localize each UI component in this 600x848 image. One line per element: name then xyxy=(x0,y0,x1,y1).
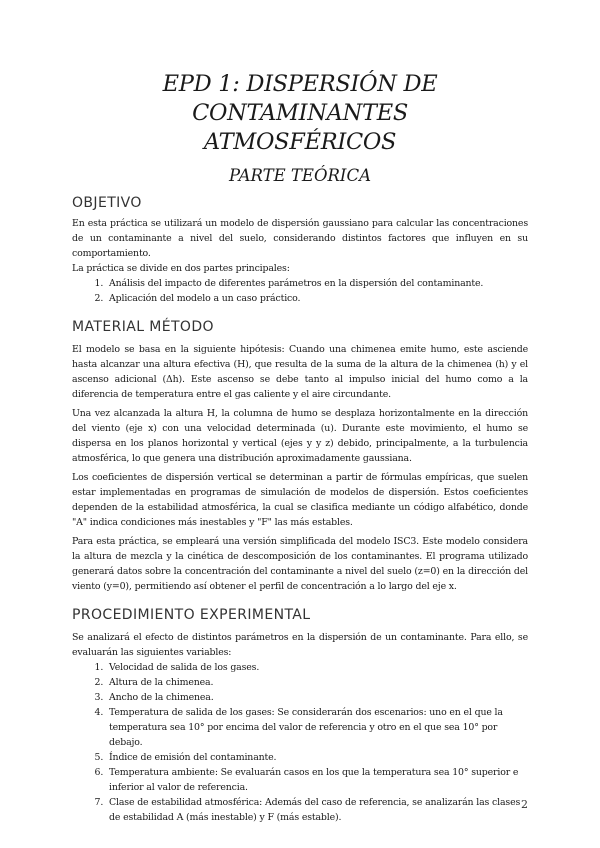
title-line-2: ATMOSFÉRICOS xyxy=(203,129,397,155)
document-title xyxy=(72,70,528,157)
list-item: 2. Altura de la chimenea. xyxy=(106,675,528,690)
section-heading-material: MATERIAL MÉTODO xyxy=(72,319,214,335)
page-number: 2 xyxy=(521,798,528,811)
list-item: 3. Ancho de la chimenea. xyxy=(106,690,528,705)
section-heading-procedimiento: PROCEDIMIENTO EXPERIMENTAL xyxy=(72,607,311,623)
procedimiento-list xyxy=(72,660,528,825)
material-paragraph: Una vez alcanzada la altura H, la columna de humo se desplaza horizontalmente en la dirección del viento (eje x) con una velocidad determinada (u). Durante este movimiento, el humo se dispersa en los planos horizontal y vertical (ejes y y z) debido, principalmente, a la turbulencia atmosférica, lo que genera una distribución aproximadamente gaussiana. xyxy=(72,408,528,464)
list-item: 2. Aplicación del modelo a un caso práctico. xyxy=(106,291,528,306)
section-heading-objetivo: OBJETIVO xyxy=(72,195,142,211)
list-item: 7. Clase de estabilidad atmosférica: Además del caso de referencia, se analizarán las clases de estabilidad A (más inestable) y F (más estable). xyxy=(106,795,528,825)
material-paragraph: Para esta práctica, se empleará una versión simplificada del modelo ISC3. Este modelo considera la altura de mezcla y la cinética de descomposición de los contaminantes. El programa utilizado generará datos sobre la concentración del contaminante a nivel del suelo (z=0) en la dirección del viento (y=0), permitiendo así obtener el perfil de concentración a lo largo del eje x. xyxy=(72,536,528,592)
material-paragraph: Los coeficientes de dispersión vertical se determinan a partir de fórmulas empíricas, que suelen estar implementadas en programas de simulación de modelos de dispersión. Estos coeficientes dependen de la estabilidad atmosférica, la cual se clasifica mediante un código alfabético, donde "A" indica condiciones más inestables y "F" las más estables. xyxy=(72,472,528,528)
material-paragraph: El modelo se basa en la siguiente hipótesis: Cuando una chimenea emite humo, este asciende hasta alcanzar una altura efectiva (H), que resulta de la suma de la altura de la chimenea (h) y el ascenso adicional (Δh). Este ascenso se debe tanto al impulso inicial del humo como a la diferencia de temperatura entre el gas caliente y el aire circundante. xyxy=(72,344,528,400)
objetivo-list xyxy=(72,276,528,306)
list-item: 4. Temperatura de salida de los gases: Se considerarán dos escenarios: uno en el que la temperatura sea 10° por encima del valor de referencia y otro en el que sea 10° por debajo. xyxy=(106,705,528,750)
list-item: 1. Análisis del impacto de diferentes parámetros en la dispersión del contaminante. xyxy=(106,276,528,291)
list-item: 6. Temperatura ambiente: Se evaluarán casos en los que la temperatura sea 10° superior e inferior al valor de referencia. xyxy=(106,765,528,795)
objetivo-paragraph: En esta práctica se utilizará un modelo de dispersión gaussiano para calcular las concentraciones de un contaminante a nivel del suelo, considerando distintos factores que influyen en su comportamiento. xyxy=(72,218,528,259)
document-subtitle: PARTE TEÓRICA xyxy=(229,166,371,185)
title-line-1: EPD 1: DISPERSIÓN DE CONTAMINANTES xyxy=(162,71,438,126)
list-item: 1. Velocidad de salida de los gases. xyxy=(106,660,528,675)
document-page xyxy=(72,70,528,825)
list-item: 5. Índice de emisión del contaminante. xyxy=(106,750,528,765)
objetivo-intro: La práctica se divide en dos partes principales: xyxy=(72,263,290,274)
procedimiento-intro: Se analizará el efecto de distintos parámetros en la dispersión de un contaminante. Para ello, se evaluarán las siguientes variables: xyxy=(72,632,528,658)
